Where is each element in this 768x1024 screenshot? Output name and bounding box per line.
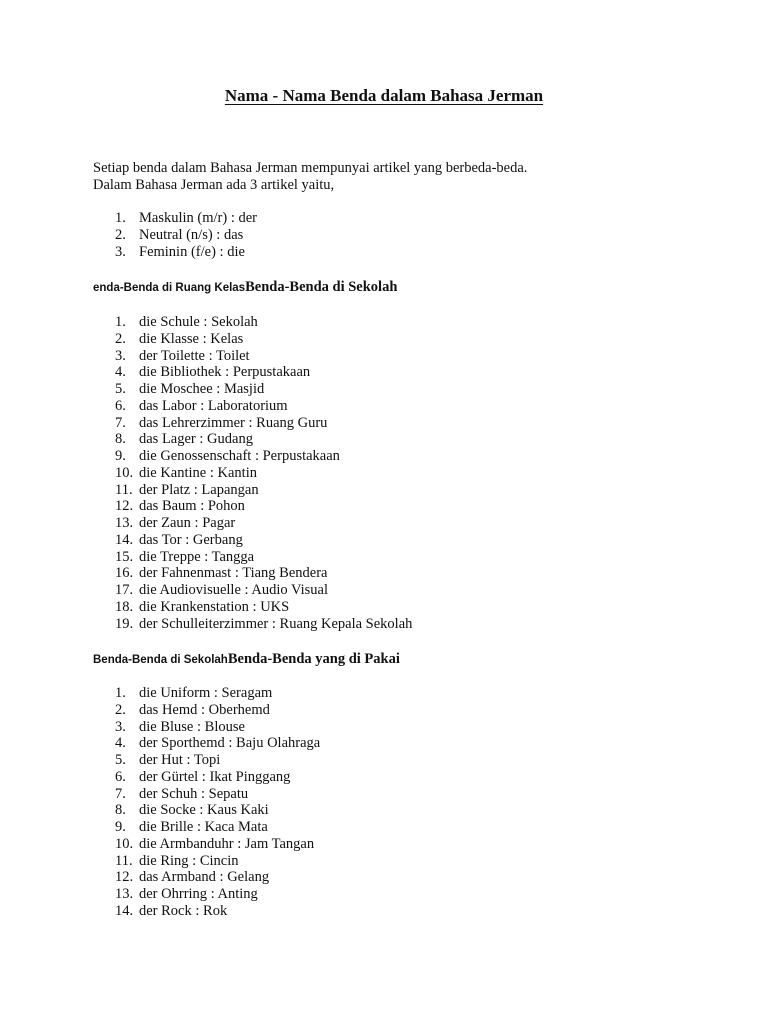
list-number: 10. (115, 464, 134, 481)
list-number: 7. (115, 414, 126, 431)
list-text: das Baum : Pohon (139, 498, 245, 515)
list-number: 17. (115, 582, 134, 598)
list-text: die Klasse : Kelas (139, 330, 244, 347)
list-text: die Audiovisuelle : Audio Visual (139, 582, 328, 598)
list-text: der Gürtel : Ikat Pinggang (139, 768, 291, 785)
list-text: der Zaun : Pagar (139, 515, 236, 531)
articles-list (115, 210, 257, 260)
list-number: 15. (115, 548, 134, 565)
list-number: 3. (115, 347, 126, 364)
list-number: 4. (115, 364, 126, 381)
intro-line-1: Setiap benda dalam Bahasa Jerman mempunyai artikel yang berbeda-beda. (93, 160, 528, 176)
list-number: 12. (115, 498, 134, 515)
list-item (115, 465, 412, 482)
heading-fragment-sans: Benda-Benda di Sekolah (93, 654, 228, 666)
list-number: 11. (115, 481, 133, 498)
list-item (115, 415, 412, 432)
list-text: die Bluse : Blouse (139, 718, 245, 735)
list-text: die Bibliothek : Perpustakaan (139, 364, 311, 381)
list-text: der Ohrring : Anting (139, 886, 258, 902)
list-number: 1. (115, 314, 126, 330)
list-item (115, 582, 412, 599)
list-number: 6. (115, 768, 126, 785)
list-number: 7. (115, 785, 126, 802)
list-item (115, 819, 320, 836)
list-item (115, 549, 412, 566)
list-text: das Lehrerzimmer : Ruang Guru (139, 414, 328, 431)
list-number: 12. (115, 869, 134, 886)
list-item (115, 836, 320, 853)
worn-items-list (115, 685, 320, 920)
intro-line-2: Dalam Bahasa Jerman ada 3 artikel yaitu, (93, 177, 335, 193)
list-number: 3. (115, 243, 126, 260)
list-item (115, 431, 412, 448)
list-item (115, 869, 320, 886)
list-number: 3. (115, 718, 126, 735)
list-number: 9. (115, 819, 126, 835)
list-item (115, 482, 412, 499)
heading-fragment-sans: enda-Benda di Ruang Kelas (93, 282, 246, 294)
list-item (115, 565, 412, 582)
list-text: Feminin (f/e) : die (139, 243, 245, 260)
list-number: 5. (115, 752, 126, 768)
list-item (115, 398, 412, 415)
list-item (115, 244, 257, 261)
list-text: Maskulin (m/r) : der (139, 210, 257, 226)
list-item (115, 735, 320, 752)
list-item (115, 498, 412, 515)
list-item (115, 903, 320, 920)
list-text: die Treppe : Tangga (139, 548, 255, 565)
list-item (115, 331, 412, 348)
list-text: der Hut : Topi (139, 752, 221, 768)
list-item (115, 448, 412, 465)
list-text: die Kantine : Kantin (139, 464, 257, 481)
list-item (115, 381, 412, 398)
list-item (115, 853, 320, 870)
list-number: 19. (115, 615, 134, 632)
list-number: 2. (115, 226, 126, 243)
list-item (115, 752, 320, 769)
school-items-list (115, 314, 412, 632)
document-title: Nama - Nama Benda dalam Bahasa Jerman (224, 86, 544, 105)
section-heading-worn (93, 650, 400, 668)
list-text: Neutral (n/s) : das (139, 226, 244, 243)
list-item (115, 786, 320, 803)
list-item (115, 314, 412, 331)
list-item (115, 227, 257, 244)
intro-paragraph (93, 160, 527, 194)
list-text: das Tor : Gerbang (139, 531, 243, 548)
list-item (115, 685, 320, 702)
list-text: die Socke : Kaus Kaki (139, 802, 269, 819)
list-text: das Lager : Gudang (139, 431, 253, 448)
list-item (115, 769, 320, 786)
list-number: 8. (115, 802, 126, 819)
list-number: 4. (115, 735, 126, 752)
list-number: 2. (115, 701, 126, 718)
list-text: das Hemd : Oberhemd (139, 701, 270, 718)
list-item (115, 515, 412, 532)
list-number: 1. (115, 210, 126, 226)
list-item (115, 364, 412, 381)
list-text: der Toilette : Toilet (139, 347, 250, 364)
list-item (115, 210, 257, 227)
list-text: die Brille : Kaca Mata (139, 819, 268, 835)
list-item (115, 348, 412, 365)
list-number: 11. (115, 852, 133, 869)
list-number: 14. (115, 902, 134, 919)
list-item (115, 886, 320, 903)
list-item (115, 599, 412, 616)
list-number: 1. (115, 685, 126, 701)
heading-fragment-serif: Benda-Benda yang di Pakai (227, 651, 400, 667)
list-text: die Uniform : Seragam (139, 685, 273, 701)
list-text: der Sporthemd : Baju Olahraga (139, 735, 321, 752)
list-text: die Schule : Sekolah (139, 314, 258, 330)
list-item (115, 532, 412, 549)
list-number: 16. (115, 565, 134, 582)
list-text: der Fahnenmast : Tiang Bendera (139, 565, 328, 582)
list-text: die Krankenstation : UKS (139, 598, 290, 615)
list-text: der Schuh : Sepatu (139, 785, 249, 802)
heading-fragment-serif: Benda-Benda di Sekolah (245, 279, 398, 295)
section-heading-school (93, 278, 397, 296)
list-text: der Platz : Lapangan (139, 481, 259, 498)
list-number: 2. (115, 330, 126, 347)
list-text: die Ring : Cincin (139, 852, 239, 869)
list-text: das Armband : Gelang (139, 869, 270, 886)
list-item (115, 802, 320, 819)
list-text: die Moschee : Masjid (139, 381, 265, 397)
list-item (115, 616, 412, 633)
list-text: die Armbanduhr : Jam Tangan (139, 835, 315, 852)
list-number: 9. (115, 448, 126, 464)
list-number: 14. (115, 531, 134, 548)
list-number: 5. (115, 381, 126, 397)
list-text: das Labor : Laboratorium (139, 397, 288, 414)
list-number: 13. (115, 886, 134, 902)
list-item (115, 719, 320, 736)
list-number: 10. (115, 835, 134, 852)
list-item (115, 702, 320, 719)
list-number: 18. (115, 598, 134, 615)
list-text: die Genossenschaft : Perpustakaan (139, 448, 340, 464)
list-text: der Rock : Rok (139, 902, 228, 919)
list-number: 8. (115, 431, 126, 448)
list-text: der Schulleiterzimmer : Ruang Kepala Sekolah (139, 615, 413, 632)
list-number: 13. (115, 515, 134, 531)
list-number: 6. (115, 397, 126, 414)
